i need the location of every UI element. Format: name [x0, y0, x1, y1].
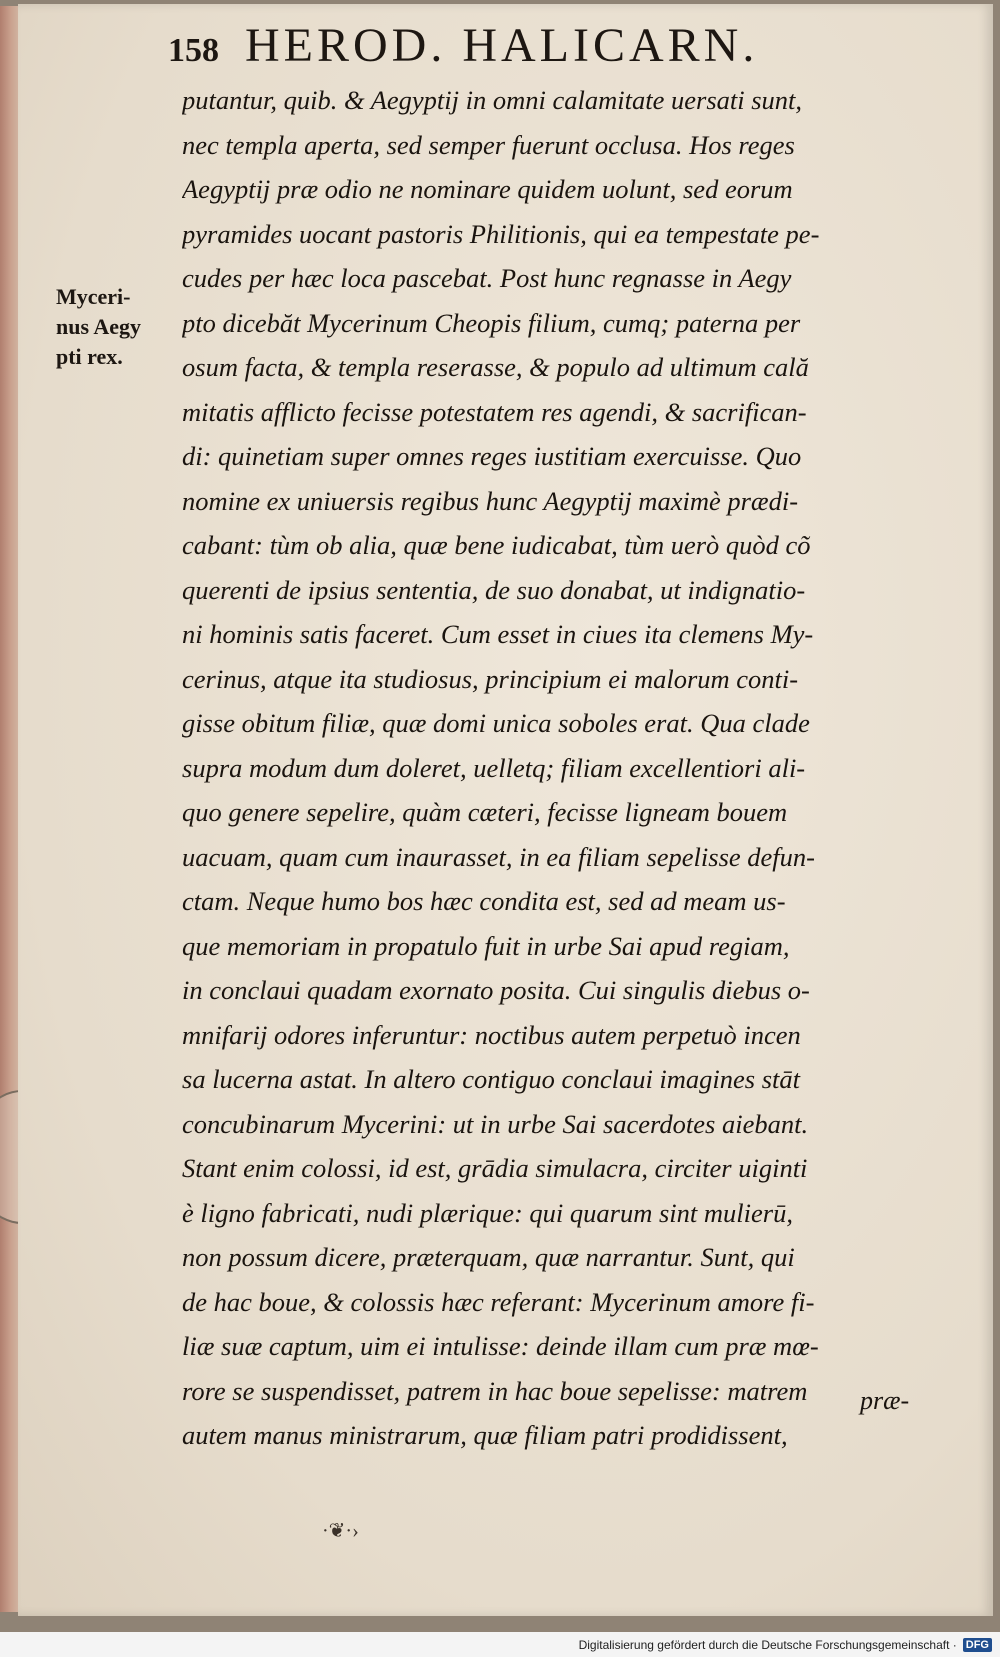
text-line: in conclaui quadam exornato posita. Cui singulis diebus o- [182, 975, 810, 1005]
running-title: HEROD. HALICARN. [245, 19, 759, 72]
text-line: sa lucerna astat. In altero contiguo conclaui imagines stāt [182, 1064, 801, 1094]
text-line: liæ suæ captum, uim ei intulisse: deinde illam cum præ mœ- [182, 1331, 819, 1361]
text-line: Stant enim colossi, id est, grādia simulacra, circiter uiginti [182, 1153, 808, 1183]
margin-note-line: pti rex. [56, 344, 123, 369]
text-line: rore se suspendisset, patrem in hac boue sepelisse: matrem [182, 1375, 808, 1406]
text-line: mnifarij odores inferuntur: noctibus autem perpetuò incen [182, 1019, 801, 1050]
text-line: uacuam, quam cum inaurasset, in ea filiam sepelisse defun- [182, 841, 815, 872]
dfg-logo: DFG [963, 1638, 992, 1652]
margin-note-line: Myceri- [56, 284, 131, 309]
text-line: supra modum dum doleret, uelletq; filiam excellentiori ali- [182, 752, 806, 783]
margin-note-line: nus Aegy [56, 314, 141, 339]
text-line: Aegyptij præ odio ne nominare quidem uolunt, sed eorum [182, 174, 793, 204]
page-number: 158 [168, 32, 219, 69]
body-text [182, 78, 942, 1458]
text-line: cudes per hæc loca pascebat. Post hunc regnasse in Aegy [182, 263, 792, 293]
printer-ornament: ·❦·› [322, 1520, 359, 1542]
text-line: nomine ex uniuersis regibus hunc Aegyptij maximè prædi- [182, 485, 799, 516]
text-line: cabant: tùm ob alia, quæ bene iudicabat, tùm uerò quòd cõ [182, 530, 811, 560]
page-header [168, 18, 968, 80]
text-line: pyramides uocant pastoris Philitionis, qui ea tempestate pe- [182, 218, 820, 249]
catchword: præ- [860, 1386, 910, 1415]
text-line: non possum dicere, præterquam, quæ narrantur. Sunt, qui [182, 1242, 795, 1272]
text-line: mitatis afflicto fecisse potestatem res agendi, & sacrifican- [182, 396, 807, 427]
text-line: cerinus, atque ita studiosus, principium ei malorum conti- [182, 663, 799, 694]
text-line: autem manus ministrarum, quæ filiam patri prodidissent, [182, 1420, 788, 1450]
text-line: concubinarum Mycerini: ut in urbe Sai sacerdotes aiebant. [182, 1108, 809, 1139]
text-line: que memoriam in propatulo fuit in urbe Sai apud regiam, [182, 930, 790, 961]
funding-credit: Digitalisierung gefördert durch die Deutsche Forschungsgemeinschaft · [578, 1637, 957, 1652]
text-line: ni hominis satis faceret. Cum esset in ciues ita clemens My- [182, 619, 814, 649]
text-line: gisse obitum filiæ, quæ domi unica soboles erat. Qua clade [182, 708, 810, 738]
text-line: osum facta, & templa reserasse, & populo ad ultimum cală [182, 352, 809, 382]
margin-note [56, 282, 186, 372]
digitization-footer [0, 1632, 1000, 1657]
text-line: querenti de ipsius sententia, de suo donabat, ut indignatio- [182, 574, 806, 605]
text-line: è ligno fabricati, nudi plærique: qui quarum sint mulierū, [182, 1197, 793, 1228]
text-line: de hac boue, & colossis hæc referant: Mycerinum amore fi- [182, 1286, 815, 1317]
text-line: quo genere sepelire, quàm cæteri, fecisse ligneam bouem [182, 797, 788, 827]
text-line: di: quinetiam super omnes reges iustitiam exercuisse. Quo [182, 441, 802, 471]
text-line: pto dicebăt Mycerinum Cheopis filium, cumq; paterna per [182, 307, 801, 338]
text-line: nec templa aperta, sed semper fuerunt occlusa. Hos reges [182, 129, 795, 160]
text-line: putantur, quib. & Aegyptij in omni calamitate uersati sunt, [182, 85, 803, 115]
text-line: ctam. Neque humo bos hæc condita est, sed ad meam us- [182, 886, 786, 916]
